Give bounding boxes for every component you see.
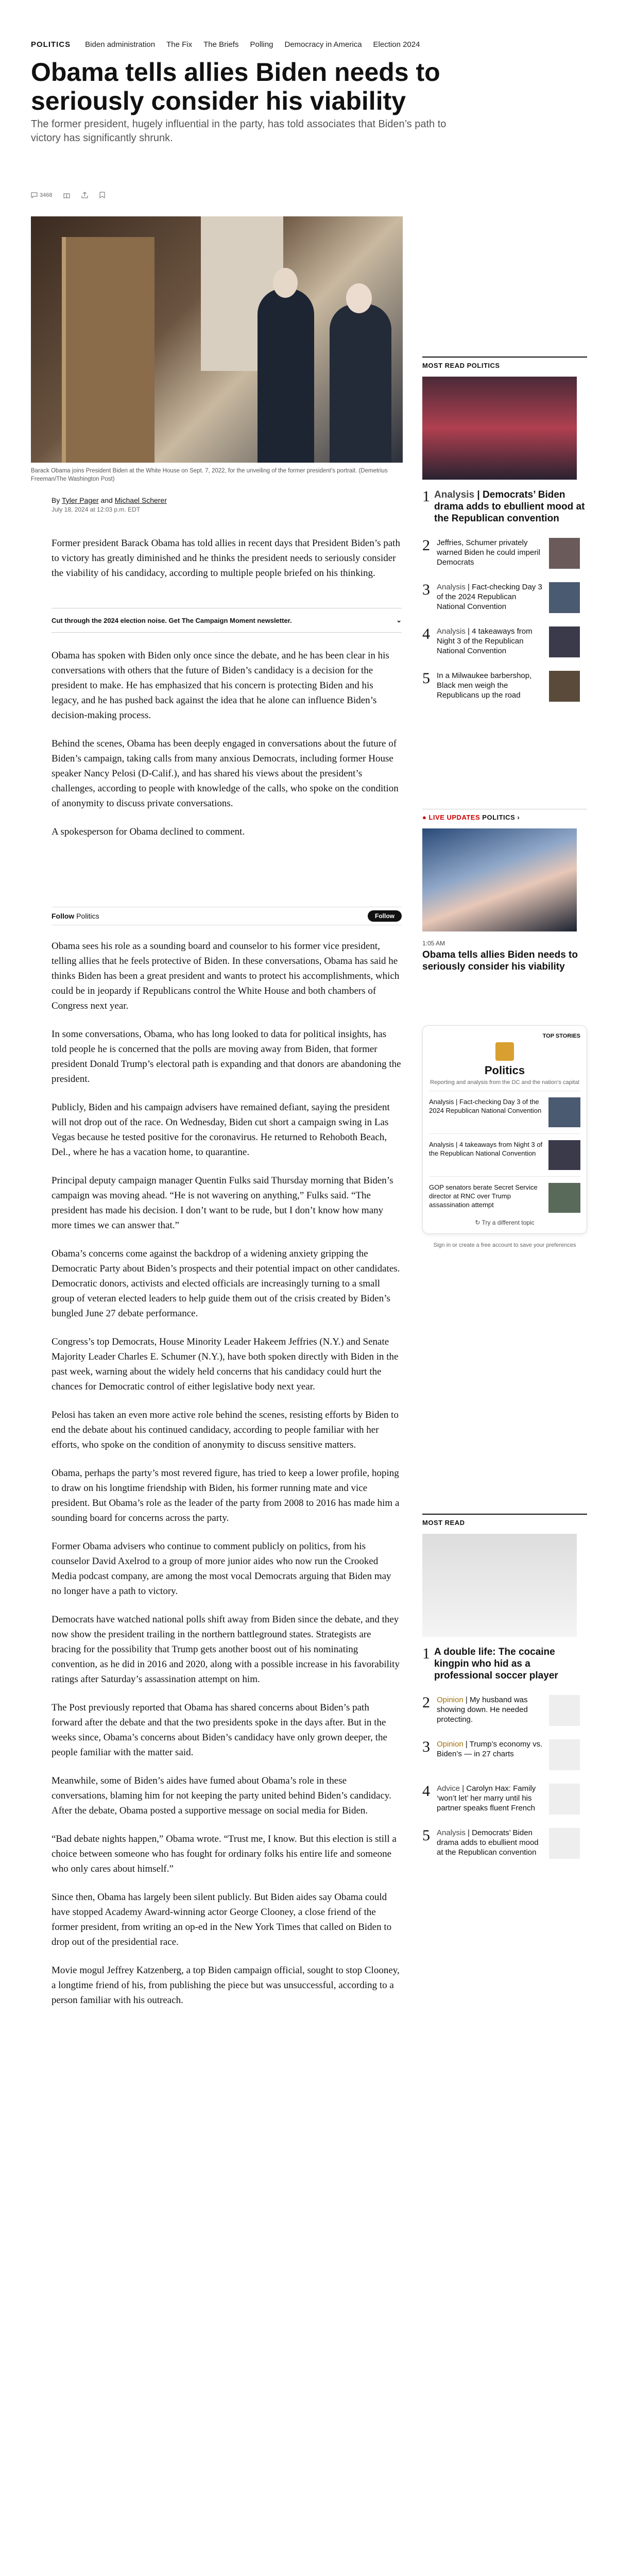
top-stories-title: Politics: [484, 1064, 525, 1077]
refresh-icon: ↻: [475, 1219, 480, 1226]
top-story-text: Analysis | 4 takeaways from Night 3 of the Republican National Convention: [429, 1141, 543, 1157]
save-tool[interactable]: [99, 192, 105, 198]
most-read-item[interactable]: [422, 1828, 587, 1859]
byline-prefix: By: [52, 496, 60, 504]
hero-door: [62, 237, 154, 463]
story-title: Trump’s economy vs. Biden’s — in 27 charts: [437, 1740, 543, 1758]
kicker: Analysis: [437, 627, 466, 636]
top-nav: [31, 35, 587, 54]
photo-caption: Barack Obama joins President Biden at the White House on Sept. 7, 2022, for the unveiling of the former president’s portrait. (Demetrius Freeman/The Washington Post): [31, 468, 388, 482]
story-title: Jeffries, Schumer privately warned Biden he could imperil Democrats: [437, 538, 540, 567]
capitol-icon: [495, 1042, 514, 1061]
most-read-text: Opinion | Trump’s economy vs. Biden’s — in 27 charts: [437, 1740, 543, 1758]
article-body-2: [52, 648, 402, 839]
paragraph: “Bad debate nights happen,” Obama wrote. “Trust me, I know. But this election is still a choice between someone who has fought for ordinary folks his entire life and someone who only cares about himself.”: [52, 1834, 397, 1874]
top-stories-sub: Reporting and analysis from the DC and the nation’s capital: [430, 1079, 579, 1086]
top-stories-label: TOP STORIES: [542, 1033, 580, 1039]
rank-number: 1: [422, 488, 430, 505]
kicker: Analysis: [429, 1141, 454, 1148]
paragraph: Former president Barack Obama has told allies in recent days that President Biden’s path to victory has greatly diminished and he thinks the president needs to seriously consider the viability of his candidacy, according to multiple people briefed on his thinking.: [52, 538, 400, 579]
follow-topic: [52, 912, 99, 920]
paragraph: Democrats have watched national polls shift away from Biden since the debate, and they now show the president trailing in the northern battleground states. Strategists are bracing for the possibility that Trump gets another boost out of his nominating convention, as he did in 2016 and 2020, along with a possible increase in his favorability ratings after Saturday’s assassination attempt on him.: [52, 1614, 400, 1685]
chevron-down-icon: ⌄: [396, 616, 402, 624]
live-time: 1:05 AM: [422, 940, 445, 947]
thumbnail: [549, 1828, 580, 1859]
thumbnail: [549, 1739, 580, 1770]
publish-date: July 18, 2024 at 12:03 p.m. EDT: [52, 506, 141, 513]
most-read-item[interactable]: [422, 1739, 587, 1770]
article-tools: [31, 192, 105, 198]
rank-number: 2: [422, 537, 430, 554]
follow-bar: [52, 907, 402, 925]
most-read-title: MOST READ POLITICS: [422, 357, 587, 369]
paragraph: Pelosi has taken an even more active role behind the scenes, resisting efforts by Biden to end the debate about his continued candidacy, according to people familiar with her efforts, who spoke on the condition of anonymity to discuss sensitive matters.: [52, 1410, 399, 1450]
top-story-text: Analysis | Fact-checking Day 3 of the 2024 Republican National Convention: [429, 1098, 542, 1114]
paragraph: Principal deputy campaign manager Quentin Fulks said Thursday morning that Biden’s campaign was moving ahead. “He is not wavering on anything,” Fulks said. “The president has made his decision. I don’t want to be rude, but I don’t know how many more times we can answer that.”: [52, 1175, 393, 1231]
section-label[interactable]: POLITICS: [31, 40, 71, 49]
rank-number: 1: [422, 1645, 430, 1662]
kicker: Analysis: [437, 583, 466, 591]
story-title: Fact-checking Day 3 of the 2024 Republican National Convention: [429, 1098, 542, 1114]
most-read-item[interactable]: [422, 671, 587, 702]
story-title: Carolyn Hax: Family ‘won’t let’ her marry until his partner speaks fluent French: [437, 1784, 536, 1812]
rank-number: 2: [422, 1694, 430, 1711]
follow-button[interactable]: Follow: [368, 910, 402, 922]
kicker: Advice: [437, 1784, 460, 1793]
paragraph: Obama’s concerns come against the backdrop of a widening anxiety gripping the Democratic Party about Biden’s prospects and their potential impact on other candidates. Democratic donors, activists and elected officials are increasingly turning to a small group of veteran elected leaders to help guide them out of the crisis created by Biden’s bungled June 27 debate performance.: [52, 1248, 400, 1319]
paragraph: Former Obama advisers who continue to comment publicly on politics, from his counselor David Axelrod to a group of more junior aides who now run the Crooked Media podcast company, are among the most vocal Democrats arguing that Biden may no longer have a path to victory.: [52, 1541, 391, 1597]
paragraph: Movie mogul Jeffrey Katzenberg, a top Biden campaign official, sought to stop Clooney, a longtime friend of his, from publishing the piece but was unsuccessful, according to a person familiar with his outreach.: [52, 1965, 400, 2006]
live-dot-icon: ●: [422, 814, 427, 821]
paragraph: In some conversations, Obama, who has long looked to data for political insights, has told people he is concerned that the polls are moving away from Biden, that former president Donald Trump’s electoral path is expanding and that donors are abandoning the president.: [52, 1029, 401, 1084]
most-read-item[interactable]: [422, 1784, 587, 1815]
paragraph: A spokesperson for Obama declined to comment.: [52, 826, 245, 837]
most-read-politics: [422, 357, 587, 702]
paragraph: Meanwhile, some of Biden’s aides have fumed about Obama’s role in these conversations, blaming him for not keeping the party united behind Biden’s candidacy. After the debate, Obama posted a supportive message on social media for Biden.: [52, 1775, 391, 1816]
story-title: Democrats’ Biden drama adds to ebullient mood at the Republican convention: [437, 1828, 539, 1857]
most-read-title: MOST READ: [422, 1514, 587, 1527]
paragraph: Obama, perhaps the party’s most revered figure, has tried to keep a lower profile, hoping to draw on his longtime friendship with Biden, his former running mate and vice president. But Obama’s role as the leader of the party from 2008 to 2016 has made him a sounding board for concerns across the party.: [52, 1468, 400, 1523]
signin-note[interactable]: Sign in or create a free account to save your preferences: [433, 1242, 576, 1248]
comment-count: 3468: [40, 192, 53, 198]
hero-head-biden: [346, 283, 372, 313]
paragraph: The Post previously reported that Obama has shared concerns about Biden’s path forward after the debate and that the two presidents spoke in the days after. But in the weeks since, Obama’s concerns about Biden’s candidacy have only grown deeper, the people familiar with the matter said.: [52, 1702, 387, 1758]
most-read-text: Opinion | My husband was showing down. He needed protecting.: [437, 1696, 528, 1724]
thumbnail: [548, 1140, 580, 1170]
comment-icon: [31, 192, 38, 198]
top-stories-card: [422, 1025, 587, 1234]
thumbnail: [549, 1695, 580, 1726]
author-link-1[interactable]: Tyler Pager: [61, 496, 99, 504]
top-story-item[interactable]: [429, 1176, 580, 1219]
hero-figure-obama: [258, 289, 314, 463]
most-read-text: Analysis | Democrats’ Biden drama adds to ebullient mood at the Republican convention: [437, 1828, 539, 1857]
share-tool[interactable]: [81, 192, 88, 198]
follow-label: Follow: [52, 912, 75, 920]
headline: Obama tells allies Biden needs to seriously consider his viability: [31, 58, 440, 115]
story-title: In a Milwaukee barbershop, Black men weigh the Republicans up the road: [437, 671, 532, 700]
promo-text: Cut through the 2024 election noise. Get The Campaign Moment newsletter.: [52, 616, 292, 624]
nav-item-the-fix[interactable]: The Fix: [166, 40, 193, 49]
story-title: Fact-checking Day 3 of the 2024 Republican National Convention: [437, 583, 542, 611]
story-title: Democrats’ Biden drama adds to ebullient mood at the Republican convention: [434, 489, 585, 524]
bookmark-icon: [99, 192, 105, 198]
thumbnail: [549, 582, 580, 613]
most-read-text: Advice | Carolyn Hax: Family ‘won’t let’ her marry until his partner speaks fluent French: [437, 1784, 536, 1812]
try-different-label: Try a different topic: [482, 1219, 535, 1226]
most-read-item[interactable]: [422, 626, 587, 657]
author-link-2[interactable]: Michael Scherer: [114, 496, 167, 504]
rank-number: 3: [422, 581, 430, 598]
nav-item-democracy[interactable]: Democracy in America: [284, 40, 362, 49]
thumbnail: [548, 1097, 580, 1127]
article-body-1: [52, 536, 402, 581]
story-title: My husband was showing down. He needed protecting.: [437, 1696, 528, 1724]
thumbnail: [549, 1784, 580, 1815]
paragraph: Obama has spoken with Biden only once since the debate, and he has been clear in his conversations with others that the future of Biden’s candidacy is a decision for the president to make. He has emphasized that his concern is protecting Biden and his legacy, and he has pushed back against the idea that he alone can influence Biden’s decision-making process.: [52, 650, 389, 721]
thumbnail: [548, 1183, 580, 1213]
most-read-text: Analysis | Democrats’ Biden drama adds to ebullient mood at the Republican convention: [434, 489, 585, 524]
live-title-row: [422, 809, 587, 821]
most-read: [422, 1514, 587, 1859]
story-title: A double life: The cocaine kingpin who hid as a professional soccer player: [434, 1647, 558, 1681]
paragraph: Congress’s top Democrats, House Minority Leader Hakeem Jeffries (N.Y.) and Senate Majority Leader Charles E. Schumer (N.Y.), have both spoken directly with Biden in the past week, warning about the widely held concerns that his candidacy could hurt the chances for Democratic control of either legislative body next year.: [52, 1336, 399, 1392]
thumbnail: [549, 626, 580, 657]
most-read-item[interactable]: [422, 538, 587, 569]
byline-and: and: [100, 496, 113, 504]
gift-tool[interactable]: [63, 192, 70, 198]
story-title: GOP senators berate Secret Service director at RNC over Trump assassination attempt: [429, 1183, 538, 1209]
most-read-text: Analysis | 4 takeaways from Night 3 of the Republican National Convention: [437, 627, 533, 655]
kicker: Analysis: [434, 489, 475, 500]
most-read-text: Analysis | Fact-checking Day 3 of the 2024 Republican National Convention: [437, 583, 542, 611]
comments-tool[interactable]: [31, 192, 52, 198]
most-read-image[interactable]: [422, 1534, 577, 1637]
nav-item-the-briefs[interactable]: The Briefs: [203, 40, 239, 49]
most-read-item[interactable]: [422, 1646, 587, 1682]
byline: [52, 496, 402, 514]
paragraph: Publicly, Biden and his campaign advisers have remained defiant, saying the president will not drop out of the race. On Wednesday, Biden cut short a campaign swing in Las Vegas because he tested positive for the coronavirus. He returned to Rehoboth Beach, Del., where he has a vacation home, to quarantine.: [52, 1102, 390, 1158]
live-headline[interactable]: Obama tells allies Biden needs to seriously consider his viability: [422, 950, 578, 972]
kicker: Analysis: [429, 1098, 454, 1106]
rank-number: 4: [422, 625, 430, 642]
story-title: 4 takeaways from Night 3 of the Republican National Convention: [429, 1141, 543, 1157]
top-stories-widget: [422, 1025, 587, 1248]
paragraph: Obama sees his role as a sounding board and counselor to his former vice president, telling allies that he feels protective of Biden. In these conversations, Obama has said he thinks Biden has been a great president and wants to protect his accomplishments, which could be in jeopardy if Republicans control the White House and both chambers of Congress next year.: [52, 941, 400, 1011]
story-title: 4 takeaways from Night 3 of the Republican National Convention: [437, 627, 533, 655]
rank-number: 5: [422, 670, 430, 687]
try-different-topic[interactable]: [429, 1219, 580, 1226]
hero-figure-biden: [330, 304, 391, 463]
most-read-item[interactable]: [422, 582, 587, 613]
live-label: LIVE UPDATES: [428, 814, 480, 821]
live-image[interactable]: [422, 828, 577, 931]
hero-head-obama: [273, 268, 298, 298]
follow-topic-name: Politics: [76, 912, 99, 920]
paragraph: Since then, Obama has largely been silent publicly. But Biden aides say Obama could have stopped Academy Award-winning actor George Clooney, a close friend of the former president, from writing an op-ed in the New York Times that called on Biden to drop out of the presidential race.: [52, 1892, 392, 1947]
hero-image: [31, 216, 403, 463]
top-story-item[interactable]: [429, 1133, 580, 1176]
share-icon: [81, 192, 88, 198]
most-read-item[interactable]: [422, 1695, 587, 1726]
kicker: Analysis: [437, 1828, 466, 1837]
dek: The former president, hugely influential in the party, has told associates that Biden’s path to victory has significantly shrunk.: [31, 118, 447, 144]
kicker: Opinion: [437, 1696, 464, 1704]
nav-item-biden-admin[interactable]: Biden administration: [85, 40, 156, 49]
newsletter-promo[interactable]: [52, 608, 402, 633]
rank-number: 5: [422, 1827, 430, 1844]
rank-number: 3: [422, 1738, 430, 1755]
article-body-3: [52, 939, 402, 2008]
live-section: POLITICS: [482, 814, 516, 821]
nav-item-election-2024[interactable]: Election 2024: [373, 40, 420, 49]
live-updates: [422, 809, 587, 973]
thumbnail: [549, 671, 580, 702]
paragraph: Behind the scenes, Obama has been deeply engaged in conversations about the future of Biden’s campaign, taking calls from many anxious Democrats, including former House speaker Nancy Pelosi (D-Calif.), and has shared his views about the president’s challenges, according to people with knowledge of the calls, who spoke on the condition of anonymity to discuss private conversations.: [52, 738, 399, 809]
gift-icon: [63, 192, 70, 198]
most-read-item[interactable]: [422, 489, 587, 524]
most-read-text: [434, 1646, 587, 1682]
top-story-item[interactable]: [429, 1091, 580, 1133]
rank-number: 4: [422, 1783, 430, 1800]
chevron-right-icon: ›: [517, 814, 520, 821]
nav-item-polling[interactable]: Polling: [250, 40, 273, 49]
kicker: Opinion: [437, 1740, 464, 1749]
thumbnail: [549, 538, 580, 569]
most-read-image[interactable]: [422, 377, 577, 480]
